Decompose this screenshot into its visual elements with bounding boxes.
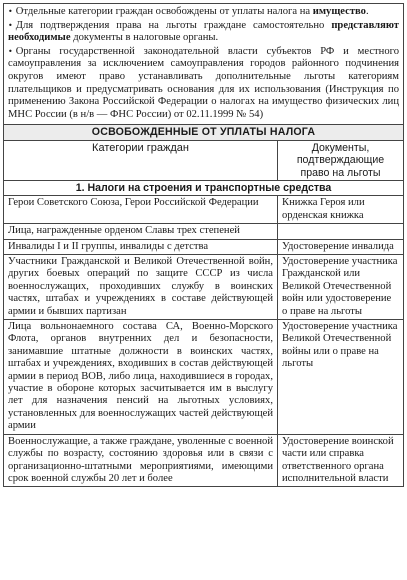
document-cell: Удостоверение участника Великой Отечественной войны или о праве на льготы [278, 320, 404, 435]
table-row [4, 434, 404, 487]
document-cell: Удостоверение воинской части или справка ответственного органа исполнительной власти [278, 434, 404, 487]
document-cell: Удостоверение участника Гражданской или Великой Отечественной войн или удостоверение о праве на льготы [278, 255, 404, 320]
section-row [4, 180, 404, 195]
header-categories: Категории граждан [4, 140, 278, 180]
table-header-row [4, 140, 404, 180]
category-cell: Лица вольнонаемного состава СА, Военно-Морского Флота, органов внутренних дел и безопасности, занимавшие штатные должности в воинских частях, штабах и учреждениях, входивших в состав действующей армии в период ВОВ, либо лица, находившиеся в городах, участие в обороне которых засчитывается им в выслугу лет для назначения пенсий на льготных условиях, установленных для военнослужащих частей действующей армии [4, 320, 278, 435]
category-cell: Герои Советского Союза, Герои Российской Федерации [4, 196, 278, 224]
bullet-icon: • [8, 20, 13, 30]
table-row [4, 239, 404, 254]
table-row [4, 224, 404, 239]
category-cell: Военнослужащие, а также граждане, уволенные с военной службы по возрасту, состоянию здоровья или в связи с организационно-штатными мероприятиями, имеющими срок военной службы 20 лет и более [4, 434, 278, 487]
table-row [4, 255, 404, 320]
bullet-list [3, 3, 404, 124]
category-cell: Инвалиды I и II группы, инвалиды с детства [4, 239, 278, 254]
table-row [4, 196, 404, 224]
table-title: ОСВОБОЖДЕННЫЕ ОТ УПЛАТЫ НАЛОГА [4, 125, 404, 140]
table-title-row [4, 125, 404, 140]
category-cell: Лица, награжденные орденом Славы трех степеней [4, 224, 278, 239]
document-cell: Книжка Героя или орденская книжка [278, 196, 404, 224]
header-documents: Документы, подтверждающие право на льготы [278, 140, 404, 180]
bullet-icon: • [8, 7, 13, 16]
document-cell [278, 224, 404, 239]
table-row [4, 320, 404, 435]
exemption-table [3, 124, 404, 487]
bullet-item-1: • Отдельные категории граждан освобождены от уплаты налога на имущество. [8, 6, 369, 17]
bullet-item-3: • Органы государственной законодательной власти субъектов РФ и местного самоуправления за исключением самоуправления городов районного подчинения округов имеют право устанавливать дополнительные льготы категориям плательщиков и предусматривать основания для их использования (Инструкция по применению Закона Российской Федерации о налогах на имущество физических лиц МНС России (в н/в — ФНС России) от 02.11.1999 № 54) [8, 45, 399, 120]
bullet-item-2: • Для подтверждения права на льготы граждане самостоятельно представляют необходимые документы в налоговые органы. [8, 19, 399, 44]
section-title: 1. Налоги на строения и транспортные средства [4, 180, 404, 195]
category-cell: Участники Гражданской и Великой Отечественной войн, других боевых операций по защите СССР из числа военнослужащих, проходивших службу в воинских частях, штабах и учреждениях в составе действующей армии и бывших партизан [4, 255, 278, 320]
bullet-icon: • [8, 46, 13, 56]
document-cell: Удостоверение инвалида [278, 239, 404, 254]
